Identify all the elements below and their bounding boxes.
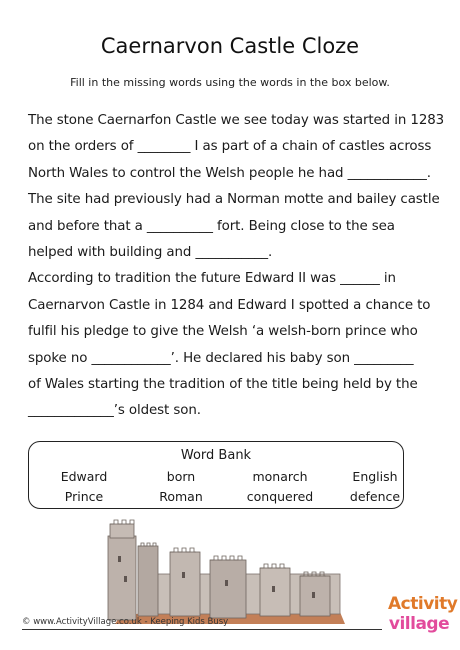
cloze-passage [28, 108, 445, 425]
footer-copyright: © www.ActivityVillage.co.uk - Keeping Kids Busy [22, 617, 229, 627]
activity-village-logo [388, 594, 458, 638]
passage-line: _____________’s oldest son. [28, 403, 201, 419]
passage-line: and before that a __________ fort. Being close to the sea [28, 218, 395, 234]
word-bank-word: English [352, 469, 398, 484]
castle-illustration [100, 516, 350, 628]
word-bank-word: defence [349, 489, 401, 504]
passage-line: North Wales to control the Welsh people he had ____________. [28, 165, 431, 181]
passage-line: According to tradition the future Edward II was ______ in [28, 271, 396, 287]
word-bank-word: conquered [246, 489, 314, 504]
word-bank-word: monarch [252, 469, 308, 484]
footer-divider [22, 629, 382, 630]
passage-line: spoke no ____________’. He declared his baby son _________ [28, 350, 414, 366]
word-bank-word: Edward [60, 469, 108, 484]
passage-line: Caernarvon Castle in 1284 and Edward I spotted a chance to [28, 297, 431, 313]
logo-line1: Activity [388, 594, 458, 614]
passage-line: The stone Caernarfon Castle we see today was started in 1283 [28, 113, 445, 128]
page-title: Caernarvon Castle Cloze [100, 34, 360, 58]
passage-line: fulfil his pledge to give the Welsh ‘a welsh-born prince who [28, 324, 418, 340]
word-bank-word: Prince [64, 489, 104, 504]
passage-line: of Wales starting the tradition of the title being held by the [28, 377, 418, 393]
instructions: Fill in the missing words using the words in the box below. [70, 76, 390, 89]
passage-line: The site had previously had a Norman motte and bailey castle [28, 192, 440, 208]
word-bank-word: born [166, 469, 196, 484]
logo-line2: village [388, 614, 450, 634]
passage-line: helped with building and ___________. [28, 245, 273, 261]
passage-line: on the orders of ________ I as part of a chain of castles across [28, 139, 432, 155]
word-bank [28, 441, 404, 509]
word-bank-word: Roman [159, 489, 203, 504]
word-bank-title: Word Bank [180, 448, 252, 463]
